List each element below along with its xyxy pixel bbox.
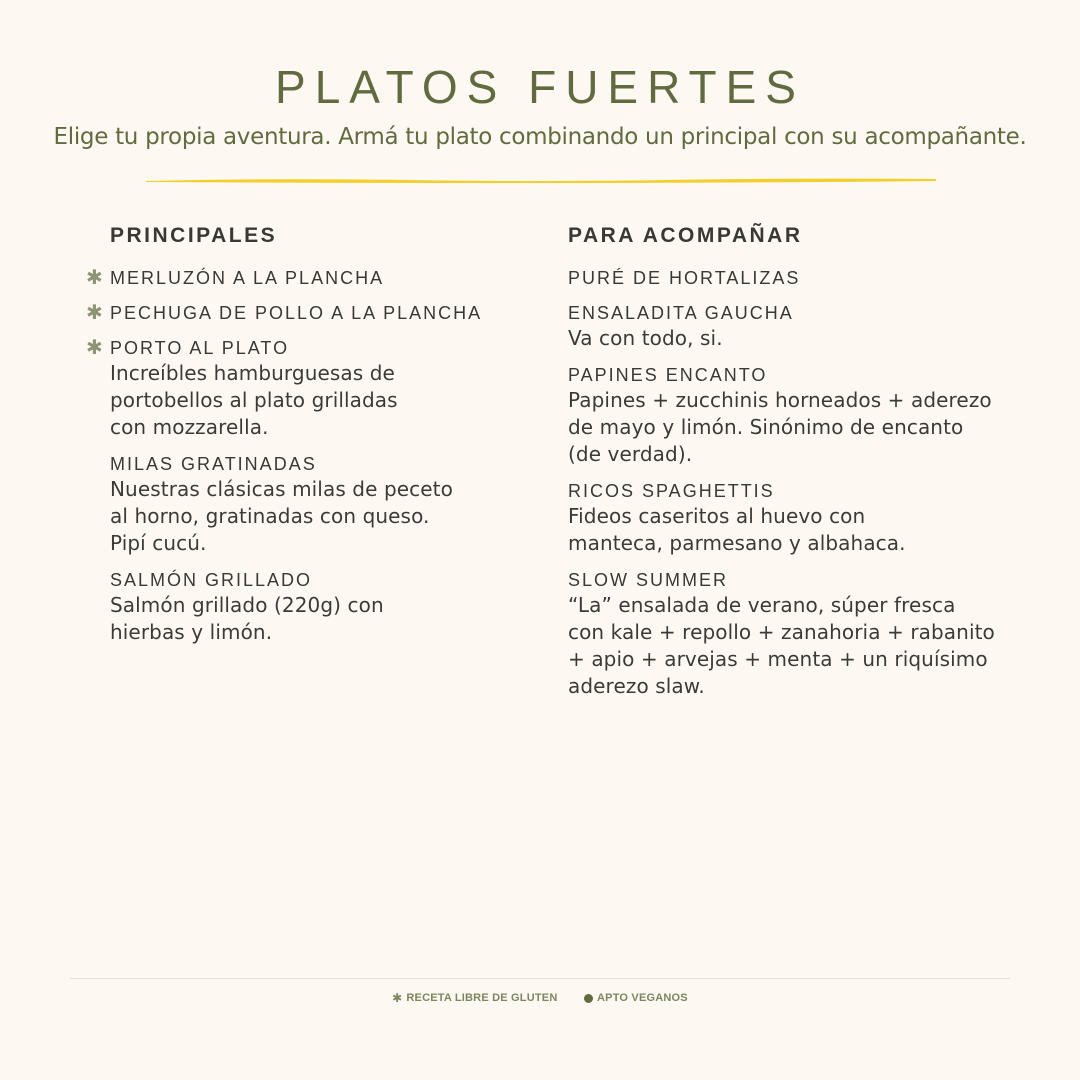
menu-item [568,301,998,352]
gluten-free-label: RECETA LIBRE DE GLUTEN [406,992,558,1004]
menu-item-description: portobellos al plato grilladas [110,388,398,412]
menu-item-description: con mozzarella. [110,415,269,439]
acompanar-column [568,222,998,711]
menu-item-name: ENSALADITA GAUCHA [568,303,794,323]
page-subtitle: Elige tu propia aventura. Armá tu plato combinando un principal con su acompañante. [53,124,1027,150]
footer-divider [70,978,1010,979]
vegan-label: APTO VEGANOS [597,992,688,1004]
menu-item [110,568,530,646]
page-title: PLATOS FUERTES [275,61,805,113]
menu-item-name: SALMÓN GRILLADO [110,570,313,590]
menu-item-description: Fideos caseritos al huevo con [568,504,866,528]
menu-item-name: MILAS GRATINADAS [110,454,317,474]
asterisk-icon: ✱ [86,337,103,359]
menu-item-description: (de verdad). [568,442,693,466]
principales-list [86,266,530,646]
menu-item-description: al horno, gratinadas con queso. [110,504,430,528]
menu-item-description: manteca, parmesano y albahaca. [568,531,906,555]
menu-item-description: hierbas y limón. [110,620,273,644]
menu-item-name: PURÉ DE HORTALIZAS [568,268,801,288]
menu-item [86,336,530,441]
menu-item [568,479,998,557]
menu-item [86,301,530,325]
asterisk-icon: ✱ [86,302,103,324]
menu-item-description: de mayo y limón. Sinónimo de encanto [568,415,964,439]
menu-item-description: Pipí cucú. [110,531,207,555]
menu-item-name: MERLUZÓN A LA PLANCHA [110,268,385,288]
menu-item [568,568,998,700]
menu-item-description: Salmón grillado (220g) con [110,593,384,617]
leaf-icon [584,994,593,1003]
menu-item [568,266,998,290]
asterisk-icon: ✱ [392,991,403,1005]
menu-item-description: Nuestras clásicas milas de peceto [110,477,453,501]
menu-item-name: SLOW SUMMER [568,570,729,590]
acompanar-list [568,266,998,700]
menu-item-name: PECHUGA DE POLLO A LA PLANCHA [110,303,483,323]
menu-item-description: Va con todo, si. [568,326,723,350]
acompanar-heading: PARA ACOMPAÑAR [568,224,803,247]
principales-column [86,222,530,657]
principales-heading: PRINCIPALES [110,224,278,247]
menu-item-description: con kale + repollo + zanahoria + rabanito [568,620,995,644]
menu-item-name: PORTO AL PLATO [110,338,290,358]
menu-item-description: + apio + arvejas + menta + un riquísimo [568,647,988,671]
legend [0,991,1080,1005]
menu-item-description: Increíbles hamburguesas de [110,361,395,385]
menu-item [110,452,530,557]
menu-item-name: PAPINES ENCANTO [568,365,768,385]
menu-item [568,363,998,468]
menu-item [86,266,530,290]
menu-item-name: RICOS SPAGHETTIS [568,481,775,501]
menu-item-description: aderezo slaw. [568,674,705,698]
brush-stroke-divider [146,176,936,186]
asterisk-icon: ✱ [86,267,103,289]
menu-item-description: Papines + zucchinis horneados + aderezo [568,388,992,412]
menu-item-description: “La” ensalada de verano, súper fresca [568,593,956,617]
